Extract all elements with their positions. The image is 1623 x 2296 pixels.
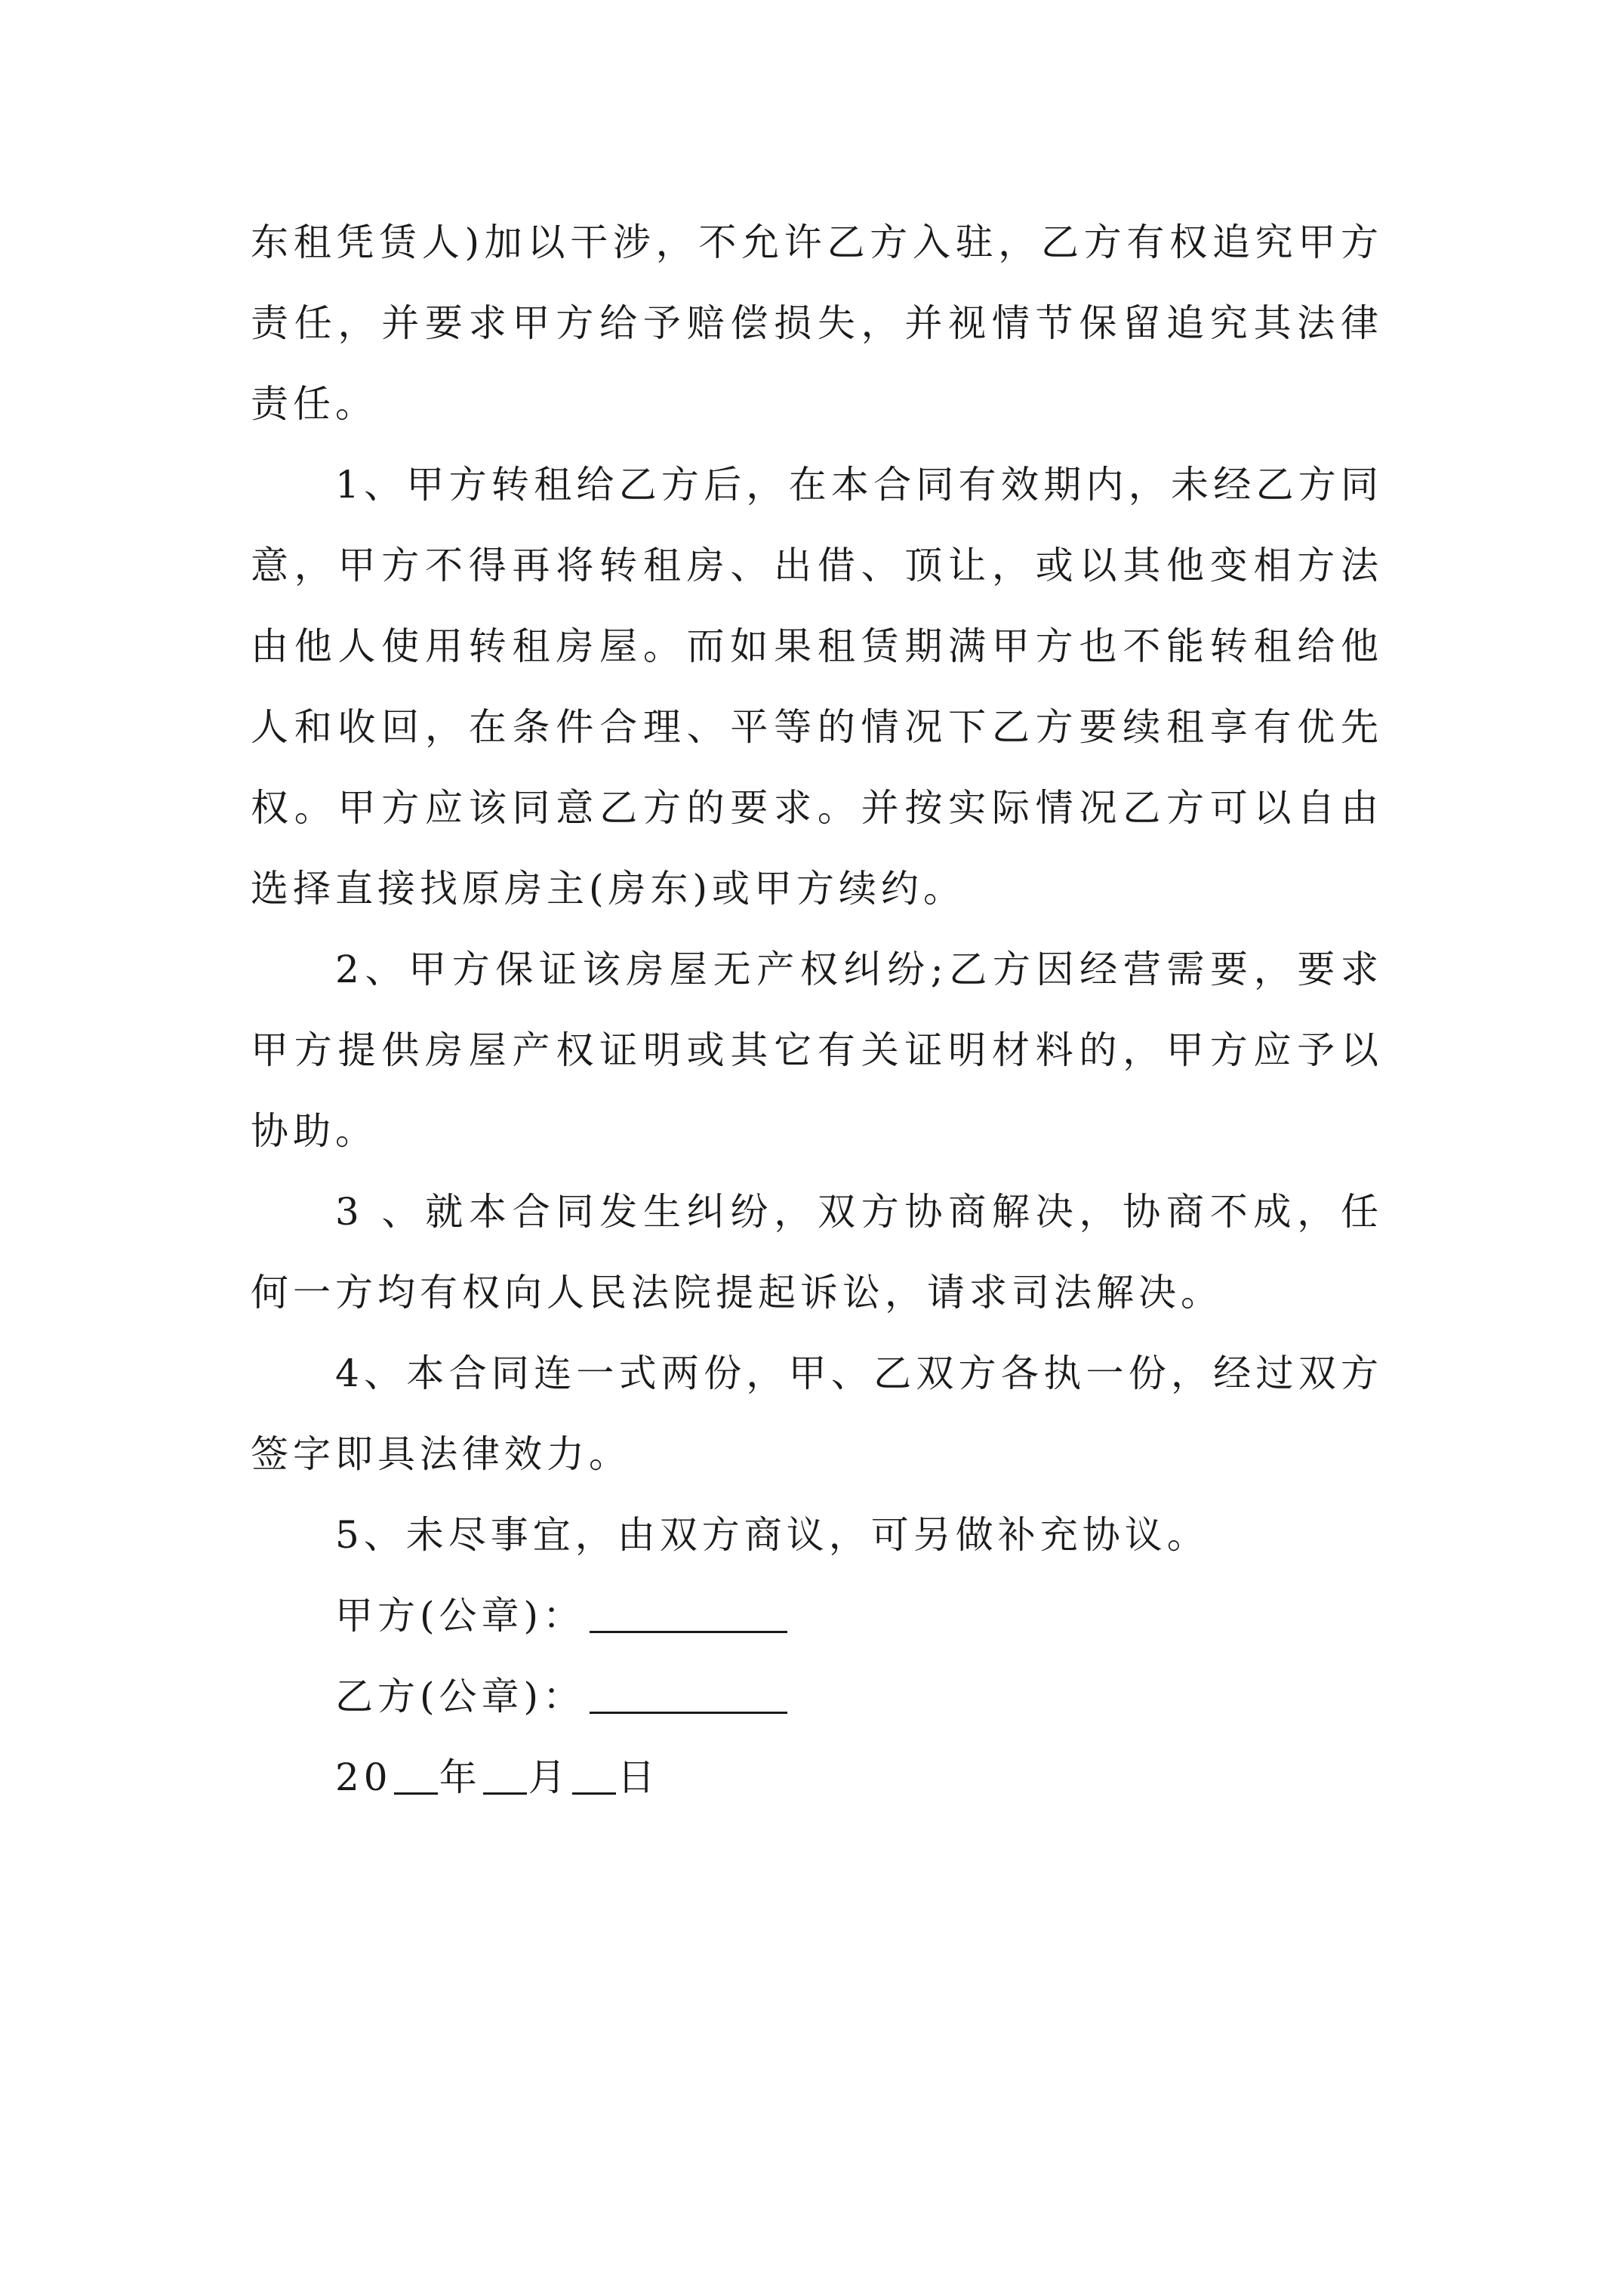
- month-blank: [483, 1755, 527, 1795]
- clause-5: 5、未尽事宜，由双方商议，可另做补充协议。: [335, 1513, 1209, 1557]
- signing-date: [251, 1737, 1383, 1818]
- clause-1: 1、甲方转租给乙方后，在本合同有效期内，未经乙方同意，甲方不得再将转租房、出借、顶让，或以其他变相方法由他人使用转租房屋。而如果租赁期满甲方也不能转租给他人和收回，在条件合理、平等的情况下乙方要续租享有优先权。甲方应该同意乙方的要求。并按实际情况乙方可以自由选择直接找原房主(房东)或甲方续约。: [251, 463, 1383, 911]
- date-day: 日: [617, 1755, 660, 1799]
- party-a-signature: [251, 1576, 1383, 1657]
- party-b-blank: [590, 1674, 787, 1714]
- clause-3: 3 、就本合同发生纠纷，双方协商解决，协商不成，任何一方均有权向人民法院提起诉讼，请求司法解决。: [251, 1190, 1383, 1314]
- party-b-signature: [251, 1657, 1383, 1737]
- date-year: 年: [439, 1755, 482, 1799]
- day-blank: [572, 1755, 616, 1795]
- contract-body: [251, 202, 1383, 1818]
- clause-4: 4、本合同连一式两份，甲、乙双方各执一份，经过双方签字即具法律效力。: [251, 1351, 1383, 1476]
- party-b-label: 乙方(公章)：: [335, 1675, 586, 1718]
- party-a-blank: [590, 1593, 787, 1633]
- date-prefix: 20: [335, 1755, 393, 1799]
- clause-2: 2、甲方保证该房屋无产权纠纷;乙方因经营需要，要求甲方提供房屋产权证明或其它有关证明材料的，甲方应予以协助。: [251, 948, 1383, 1153]
- date-month: 月: [528, 1755, 571, 1799]
- party-a-label: 甲方(公章)：: [335, 1594, 586, 1638]
- paragraph-continuation: 东租凭赁人)加以干涉，不允许乙方入驻，乙方有权追究甲方责任，并要求甲方给予赔偿损失，并视情节保留追究其法律责任。: [251, 220, 1383, 426]
- year-blank: [394, 1755, 438, 1795]
